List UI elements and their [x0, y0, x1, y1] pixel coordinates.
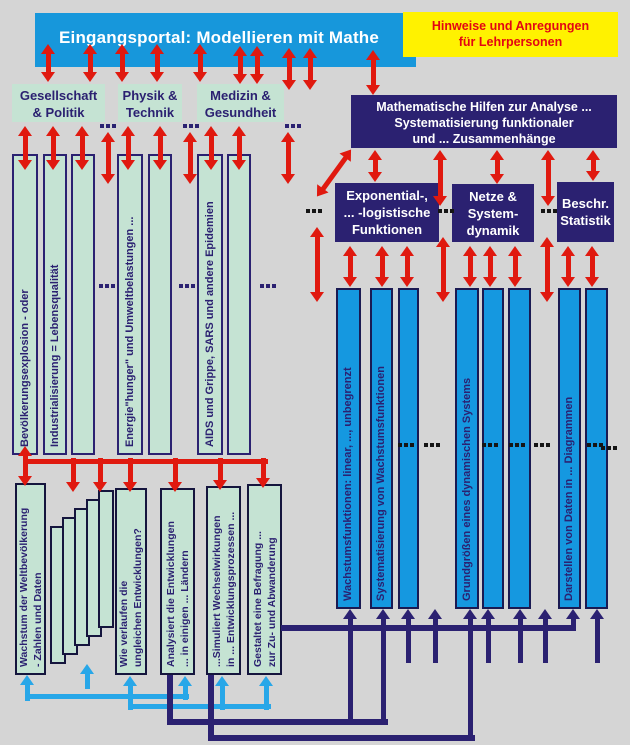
arrow-down-icon	[122, 458, 138, 492]
math-bar-label: Wachstumsfunktionen: linear, ..., unbegrenzt	[342, 367, 354, 601]
math-bar-empty[interactable]	[398, 288, 419, 609]
double-arrow-icon	[374, 246, 390, 287]
stack-bar	[98, 490, 114, 628]
activity-bar-label: Analysiert die Entwicklungen	[164, 521, 177, 667]
method-box-statistik[interactable]	[557, 182, 614, 242]
category-gesellschaft[interactable]	[12, 84, 105, 122]
category-physik[interactable]	[118, 84, 182, 122]
context-bar-empty[interactable]	[71, 154, 95, 455]
hint-line-1: Hinweise und Anregungen	[431, 19, 590, 33]
method-label: Netze &	[469, 188, 517, 204]
ellipsis	[601, 446, 605, 450]
ellipsis	[100, 124, 104, 128]
category-label: Technik	[125, 105, 175, 120]
method-label: System-	[467, 205, 519, 221]
arrow-up-icon	[589, 609, 605, 663]
method-label: dynamik	[466, 222, 520, 238]
activity-bar-label: - Zahlen und Daten	[31, 572, 44, 667]
arrow-up-icon	[79, 664, 95, 689]
double-arrow-icon	[17, 126, 33, 170]
math-bar-systematisierung[interactable]	[370, 288, 393, 609]
method-label: Beschr.	[562, 196, 609, 211]
activity-bar-label: ... in einigen ... Ländern	[178, 550, 191, 667]
double-arrow-icon	[45, 126, 61, 170]
double-arrow-icon	[540, 150, 556, 206]
double-arrow-icon	[203, 126, 219, 170]
arrow-up-icon	[427, 609, 443, 663]
double-arrow-icon	[74, 126, 90, 170]
activity-bar-label: in ... Entwicklungsprozessen ...	[224, 511, 237, 667]
arrow-down-icon	[65, 458, 81, 492]
ellipsis	[438, 209, 442, 213]
arrow-down-icon	[212, 458, 228, 490]
double-arrow-icon	[281, 48, 297, 90]
connector-line	[208, 735, 475, 741]
arrow-down-icon	[167, 458, 183, 492]
math-help-line: und ... Zusammenhänge	[412, 132, 556, 146]
double-arrow-icon	[120, 126, 136, 170]
double-arrow-icon	[432, 150, 448, 206]
double-arrow-icon	[462, 246, 478, 287]
math-bar-label: Systematisierung von Wachstumsfunktionen	[375, 366, 387, 601]
method-label: Exponential-,	[346, 188, 428, 203]
ellipsis	[183, 124, 187, 128]
math-bar-grundgroessen[interactable]	[455, 288, 479, 609]
connector-line	[208, 675, 214, 741]
arrow-up-icon	[400, 609, 416, 663]
ellipsis	[424, 443, 428, 447]
method-label: ... -logistische	[343, 205, 431, 220]
double-arrow-icon	[114, 44, 130, 82]
double-arrow-icon	[507, 246, 523, 287]
teacher-hints-box[interactable]	[403, 12, 618, 57]
connector-line	[128, 704, 271, 709]
arrow-down-icon	[255, 458, 271, 488]
arrow-up-icon	[214, 676, 230, 710]
double-arrow-icon	[539, 237, 555, 302]
activity-bar-label: ...Simuliert Wechselwirkungen	[210, 515, 223, 667]
double-arrow-icon	[17, 446, 33, 486]
context-bar-aids[interactable]	[197, 154, 223, 455]
arrow-up-icon	[480, 609, 496, 663]
method-box-exponential[interactable]	[335, 183, 439, 242]
method-label: Funktionen	[351, 222, 423, 237]
double-arrow-icon	[585, 150, 601, 181]
double-arrow-icon	[482, 246, 498, 287]
connector-line	[167, 675, 173, 725]
double-arrow-icon	[232, 46, 248, 84]
arrow-up-icon	[512, 609, 528, 663]
double-arrow-icon	[367, 150, 383, 182]
math-help-line: Systematisierung funktionaler	[394, 116, 574, 130]
context-bar-energie[interactable]	[117, 154, 143, 455]
double-arrow-icon	[584, 246, 600, 287]
arrow-up-icon	[177, 676, 193, 700]
ellipsis	[534, 443, 538, 447]
activity-bar-label: zur Zu- und Abwanderung	[265, 537, 278, 667]
math-bar-empty[interactable]	[482, 288, 504, 609]
arrow-up-icon	[375, 609, 391, 721]
double-arrow-icon	[365, 50, 381, 95]
ellipsis	[179, 284, 183, 288]
double-arrow-icon	[82, 44, 98, 82]
double-arrow-icon	[560, 246, 576, 287]
double-arrow-icon	[435, 237, 451, 302]
activity-bar-label: Wachstum der Weltbevölkerung	[17, 507, 30, 667]
double-arrow-icon	[249, 46, 265, 84]
math-bar-label: Darstellen von Daten in ... Diagrammen	[563, 396, 575, 601]
math-bar-empty[interactable]	[508, 288, 531, 609]
ellipsis	[509, 443, 513, 447]
double-arrow-icon	[302, 48, 318, 90]
double-arrow-icon	[231, 126, 247, 170]
double-arrow-icon	[399, 246, 415, 287]
math-bar-wachstumsfunktionen[interactable]	[336, 288, 361, 609]
category-label: Gesundheit	[204, 105, 277, 120]
ellipsis	[306, 209, 310, 213]
context-bar-label: AIDS und Grippe, SARS und andere Epidemien	[203, 201, 216, 447]
method-box-netze[interactable]	[452, 184, 534, 242]
category-label: Gesellschaft	[19, 88, 98, 103]
ellipsis	[587, 443, 591, 447]
double-arrow-icon	[280, 132, 296, 184]
ellipsis	[482, 443, 486, 447]
hint-line-2: für Lehrpersonen	[458, 35, 563, 49]
arrow-up-icon	[342, 609, 358, 721]
activity-bar-label: Wie verlaufen die	[118, 580, 130, 667]
context-bar-empty[interactable]	[148, 154, 172, 455]
double-arrow-icon	[100, 132, 116, 184]
ellipsis	[541, 209, 545, 213]
context-bar-label: Bevölkerungsexplosion - oder	[18, 289, 31, 447]
double-arrow-icon	[489, 150, 505, 184]
activity-bar-analyse[interactable]	[160, 488, 195, 675]
category-label: Medizin &	[210, 88, 271, 103]
category-label: Physik &	[122, 88, 178, 103]
activity-bar-label: Gestaltet eine Befragung ...	[251, 531, 264, 667]
context-bar-label: Industrialisierung = Lebensqualität	[48, 264, 61, 447]
math-help-line: Mathematische Hilfen zur Analyse ...	[376, 100, 592, 114]
context-bar-label: Energie"hunger" und Umweltbelastungen ...	[123, 216, 136, 447]
activity-bar-befragung[interactable]	[247, 484, 282, 675]
ellipsis	[285, 124, 289, 128]
double-arrow-icon	[309, 227, 325, 302]
activity-bar-simulation[interactable]	[206, 486, 241, 675]
double-arrow-icon	[342, 246, 358, 287]
math-help-box[interactable]	[351, 95, 617, 148]
double-arrow-icon	[152, 126, 168, 170]
double-arrow-icon	[40, 44, 56, 82]
category-medizin[interactable]	[197, 84, 284, 122]
double-arrow-icon	[149, 44, 165, 82]
arrow-up-icon	[565, 609, 581, 628]
arrow-up-icon	[462, 609, 478, 736]
arrow-up-icon	[122, 676, 138, 710]
arrow-down-icon	[92, 458, 108, 492]
arrow-up-icon	[537, 609, 553, 663]
category-label: & Politik	[32, 105, 85, 120]
connector-line	[25, 694, 189, 699]
context-bar-bevoelkerung[interactable]	[12, 154, 38, 455]
double-arrow-icon	[192, 44, 208, 82]
method-label: Statistik	[560, 213, 611, 228]
math-bar-darstellen[interactable]	[558, 288, 581, 609]
ellipsis	[99, 284, 103, 288]
ellipsis	[398, 443, 402, 447]
ellipsis	[260, 284, 264, 288]
portal-banner-title: Eingangsportal: Modellieren mit Mathe	[59, 28, 380, 47]
activity-bar-label: ungleichen Entwicklungen?	[132, 528, 144, 667]
double-arrow-icon	[182, 132, 198, 184]
activity-bar-verlauf[interactable]	[115, 488, 147, 675]
arrow-up-icon	[258, 676, 274, 710]
connector-line	[23, 459, 268, 464]
math-bar-label: Grundgrößen eines dynamischen Systems	[460, 377, 473, 601]
activity-bar-wachstum[interactable]	[15, 483, 46, 675]
context-bar-industrialisierung[interactable]	[43, 154, 67, 455]
arrow-up-icon	[19, 675, 35, 701]
context-bar-empty[interactable]	[227, 154, 251, 455]
